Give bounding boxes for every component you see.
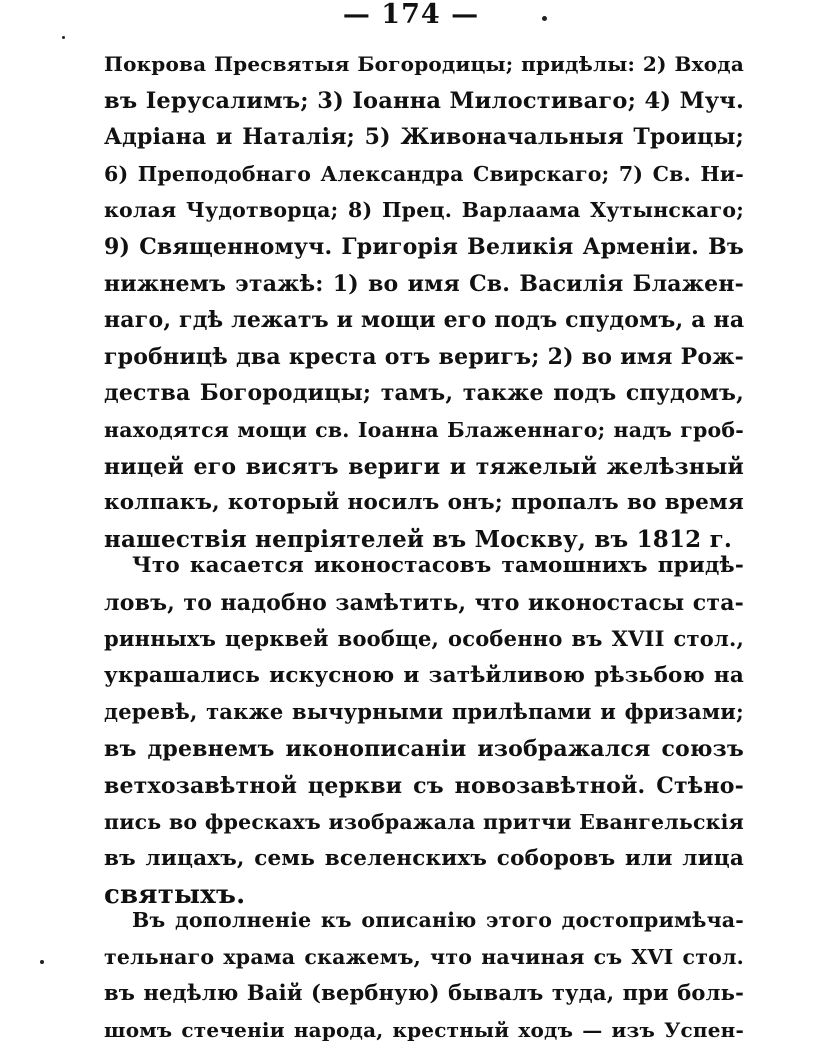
text-line: 6) Преподобнаго Александра Свирскаго; 7) Св. Ни- xyxy=(104,161,744,186)
text-line: деревѣ, также вычурными прилѣпами и фризами; xyxy=(104,699,744,725)
text-line: въ древнемъ иконописаніи изображался союзъ xyxy=(104,735,744,762)
text-line: находятся мощи св. Іоанна Блаженнаго; надъ гроб- xyxy=(104,417,744,442)
text-line: ловъ, то надобно замѣтить, что иконостасы ста- xyxy=(104,589,744,616)
ink-speck xyxy=(40,960,44,964)
text-line: святыхъ. xyxy=(104,880,246,911)
text-line: гробницѣ два креста отъ веригъ; 2) во имя Рож- xyxy=(104,343,744,370)
text-line: ринныхъ церквей вообще, особенно въ XVII стол., xyxy=(104,626,744,652)
text-line: дества Богородицы; тамъ, также подъ спудомъ, xyxy=(104,380,744,407)
text-line: ницей его висятъ вериги и тяжелый желѣзный xyxy=(104,453,744,480)
text-line: украшались искусною и затѣйливою рѣзьбою на xyxy=(104,662,744,688)
text-line: наго, гдѣ лежатъ и мощи его подъ спудомъ, а на xyxy=(104,307,745,334)
text-line: Адріана и Наталія; 5) Живоначальныя Троицы; xyxy=(104,124,744,151)
text-line: Покрова Пресвятыя Богородицы; придѣлы: 2) Входа xyxy=(104,52,744,76)
text-line: 9) Священномуч. Григорія Великія Арменіи. Въ xyxy=(104,233,744,260)
text-line: нашествія непріятелей въ Москву, въ 1812 г. xyxy=(104,525,733,553)
paragraph-1 xyxy=(104,46,744,558)
text-line: нижнемъ этажѣ: 1) во имя Св. Василія Блажен- xyxy=(104,270,744,297)
text-line: ветхозавѣтной церкви съ новозавѣтной. Стѣно- xyxy=(104,772,744,799)
text-line: въ лицахъ, семь вселенскихъ соборовъ или лица xyxy=(104,845,744,871)
page-number: — 174 — xyxy=(342,0,480,30)
text-line: тельнаго храма скажемъ, что начиная съ XVI стол. xyxy=(104,944,744,969)
text-line: Что касается иконостасовъ тамошнихъ придѣ- xyxy=(132,553,744,578)
text-line: колая Чудотворца; 8) Прец. Варлаама Хутынскаго; xyxy=(104,198,744,223)
paragraph-2 xyxy=(104,548,744,914)
paragraph-3 xyxy=(104,902,744,1048)
text-line: въ Іерусалимъ; 3) Іоанна Милостиваго; 4) Муч. xyxy=(104,87,744,114)
ink-speck xyxy=(62,36,65,39)
text-line: въ недѣлю Ваій (вербную) бывалъ туда, при боль- xyxy=(104,980,744,1006)
text-line: колпакъ, который носилъ онъ; пропалъ во время xyxy=(104,490,744,516)
text-line: шомъ стеченіи народа, крестный ходъ — изъ Успен- xyxy=(104,1017,744,1042)
text-line: пись во фрескахъ изображала притчи Евангельскія xyxy=(104,810,744,835)
text-line: Въ дополненіе къ описанію этого достопримѣча- xyxy=(132,908,744,932)
ink-speck xyxy=(542,16,547,21)
